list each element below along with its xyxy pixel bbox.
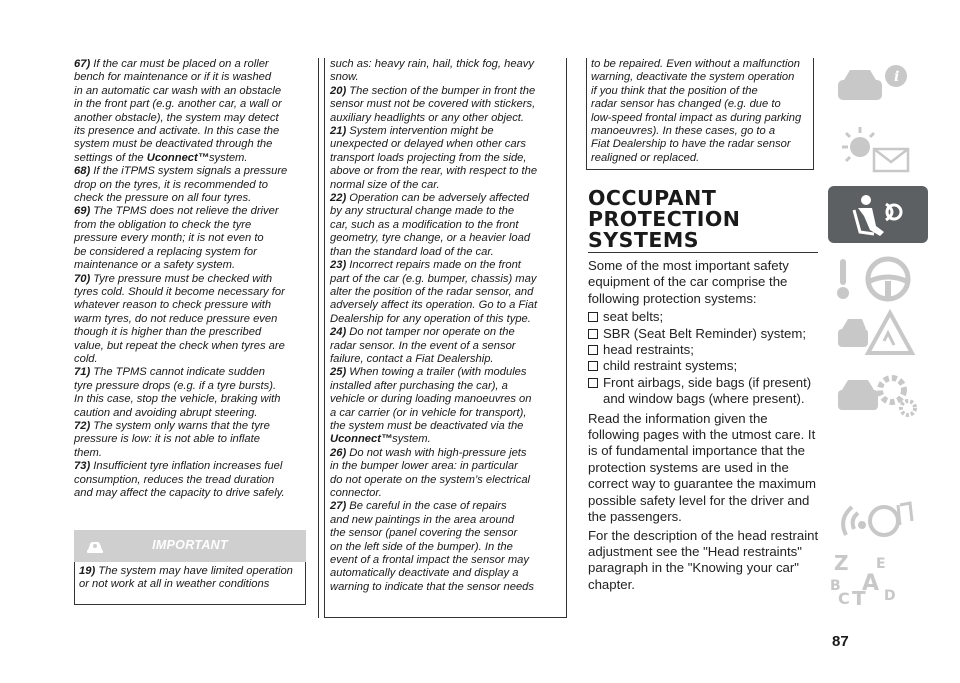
note-number: 22) xyxy=(330,192,347,205)
note-item xyxy=(74,205,306,272)
bullet-text: SBR (Seat Belt Reminder) system; xyxy=(603,325,807,341)
note-line: realigned or replaced. xyxy=(591,151,700,164)
uconnect-brand: Uconnect™ xyxy=(330,433,393,446)
note-line: a car carrier (or in vehicle for transport), xyxy=(330,406,527,419)
list-item xyxy=(588,309,820,325)
note-item xyxy=(74,58,306,165)
note-line: another obstacle), the system may detect xyxy=(74,111,279,124)
note-line: manoeuvres). In these cases, go to a xyxy=(591,125,776,138)
index-letter: B xyxy=(830,578,841,594)
important-header xyxy=(74,530,306,562)
note-line: Operation can be adversely affected xyxy=(349,192,530,205)
tab-emergency[interactable] xyxy=(828,305,928,362)
note-line: if you think that the position of the xyxy=(591,84,758,97)
bullet-text: Front airbags, side bags (if present) and window bags (where present). xyxy=(603,374,812,407)
note-line: to be repaired. Even without a malfunction xyxy=(591,58,800,70)
note-line: System intervention might be xyxy=(349,125,494,138)
note-line: on the left side of the bumper). In the xyxy=(330,540,513,553)
note-line: installed after purchasing the car), a xyxy=(330,379,508,392)
note-line: drop on the tyres, it is recommended to xyxy=(74,178,269,191)
note-line: whatever reason to check pressure with xyxy=(74,299,272,312)
section-title xyxy=(588,188,818,251)
note-number: 19) xyxy=(79,565,96,577)
box-bottom-border xyxy=(324,617,567,618)
tab-multimedia[interactable] xyxy=(828,491,928,548)
note-line: the system must be deactivated via the xyxy=(330,419,524,432)
note-line: them. xyxy=(74,446,102,459)
notes-column-1 xyxy=(74,58,306,500)
tab-safety[interactable] xyxy=(828,186,928,243)
note-line: geometry, tyre change, or a heavier load xyxy=(330,232,531,245)
warning-lights-icon xyxy=(828,121,928,178)
note-number: 24) xyxy=(330,326,347,339)
index-letter: A xyxy=(862,571,880,596)
index-letter: Z xyxy=(834,551,849,575)
body-paragraph: Read the information given the following pages with the utmost care. It is of fundamental importance that the protection systems are used in the correct way to guarantee the maximum possible safety level for the driver and the passengers. xyxy=(588,410,816,525)
note-line: pressure is low: it is not able to inflate xyxy=(74,433,260,446)
note-number: 21) xyxy=(330,125,347,138)
note-line: value, but repeat the check when tyres are xyxy=(74,339,285,352)
note-item xyxy=(330,192,562,259)
important-line-1: or not work at all in weather conditions xyxy=(79,578,270,591)
list-item xyxy=(588,358,820,374)
note-number: 25) xyxy=(330,366,347,379)
note-line: Be careful in the case of repairs xyxy=(349,500,507,513)
checkbox-icon xyxy=(588,345,598,355)
note-item xyxy=(74,273,306,367)
tab-warning-lights[interactable] xyxy=(828,121,928,178)
note-line: alter the position of the radar sensor, and xyxy=(330,285,534,298)
note-line: adversely affect its operation. Go to a Fiat xyxy=(330,299,538,312)
alphabetical-index-icon xyxy=(828,548,928,605)
note-number: 23) xyxy=(330,259,347,272)
bullet-text: child restraint systems; xyxy=(603,358,738,374)
note-line: automatically deactivate and display a xyxy=(330,567,519,580)
note-line: When towing a trailer (with modules xyxy=(349,366,527,379)
uconnect-brand: Uconnect™ xyxy=(146,151,209,164)
bullet-text: seat belts; xyxy=(603,309,664,325)
tab-starting-driving[interactable] xyxy=(828,251,928,308)
note-item xyxy=(330,326,562,366)
index-letter: E xyxy=(876,556,886,572)
multimedia-icon xyxy=(828,491,928,548)
steering-wheel-icon xyxy=(828,251,928,308)
note-line: The TPMS cannot indicate sudden xyxy=(93,366,265,379)
note-number: 71) xyxy=(74,366,91,379)
bullet-list xyxy=(588,309,820,407)
note-item xyxy=(330,85,562,125)
intro-paragraph: Some of the most important safety equipment of the car comprise the following protection systems: xyxy=(588,258,789,306)
svg-text:i: i xyxy=(894,69,900,85)
note-line: car, such as a modification to the front xyxy=(330,218,519,231)
note-line: unexpected or delayed when other cars xyxy=(330,138,526,151)
note-item xyxy=(330,447,562,501)
notes-column-3-box xyxy=(586,58,814,170)
column-divider xyxy=(318,58,319,618)
note-line: though it is higher than the prescribed xyxy=(74,326,262,339)
note-line: The system only warns that the tyre xyxy=(93,419,270,432)
checkbox-icon xyxy=(588,378,598,388)
note-line: and may affect the capacity to drive safely. xyxy=(74,487,285,499)
note-line: auxiliary headlights or any other object. xyxy=(330,111,525,124)
note-line: from the obligation to check the tyre xyxy=(74,218,252,231)
note-item xyxy=(330,259,562,326)
note-line: Dealership for any operation of this type. xyxy=(330,312,531,325)
note-line: tyre pressure drops (e.g. if a tyre bursts). xyxy=(74,379,277,392)
note-line: failure, contact a Fiat Dealership. xyxy=(330,352,494,365)
index-letter: T xyxy=(852,587,866,605)
note-item xyxy=(330,125,562,192)
note-line: warm tyres, do not reduce pressure even xyxy=(74,312,278,325)
note-line: pressure every month; it is not even to xyxy=(74,232,264,245)
body-paragraph: For the description of the head restraint adjustment see the "Head restraints" paragraph in the "Knowing your car" chapter. xyxy=(588,527,819,592)
box-right-border xyxy=(566,58,567,618)
section-body xyxy=(588,258,820,595)
note-line: in the front part (e.g. another car, a wall or xyxy=(74,98,282,111)
note-line: system must be deactivated through the xyxy=(74,138,273,151)
note-line: If the car must be placed on a roller xyxy=(93,58,269,70)
note-line: caution and avoiding abrupt steering. xyxy=(74,406,258,419)
emergency-triangle-icon xyxy=(828,305,928,362)
list-item xyxy=(588,342,820,358)
seat-airbag-icon xyxy=(828,186,928,243)
car-info-icon xyxy=(828,58,928,115)
note-line: Insufficient tyre inflation increases fuel xyxy=(93,460,283,473)
note-number: 20) xyxy=(330,84,347,97)
box-left-border xyxy=(324,58,325,618)
note-line: bench for maintenance or if it is washed xyxy=(74,71,272,84)
checkbox-icon xyxy=(588,329,598,339)
note-line: in an automatic car wash with an obstacle xyxy=(74,84,282,97)
note-line: than the standard load of the car. xyxy=(330,245,494,258)
note-line: Do not wash with high-pressure jets xyxy=(349,446,527,459)
note-line: warning, deactivate the system operation xyxy=(591,71,795,84)
page-number: 87 xyxy=(832,633,849,650)
note-line: radar sensor has changed (e.g. due to xyxy=(591,98,781,111)
note-line: system. xyxy=(208,151,248,164)
note-item xyxy=(74,420,306,460)
index-letter: D xyxy=(884,588,896,604)
important-text xyxy=(74,562,306,605)
note-line: such as: heavy rain, hail, thick fog, heavy xyxy=(330,58,534,70)
note-line: maintenance or a safety system. xyxy=(74,259,236,272)
tab-car-info[interactable] xyxy=(828,58,928,115)
note-line: by any structural change made to the xyxy=(330,205,515,218)
note-line: in the bumper lower area: in particular xyxy=(330,460,518,473)
note-line: cold. xyxy=(74,352,98,365)
important-line-0: The system may have limited operation xyxy=(98,565,293,577)
title-line: PROTECTION xyxy=(588,207,741,231)
note-line: consumption, reduces the tread duration xyxy=(74,473,275,486)
note-number: 27) xyxy=(330,500,347,513)
note-line: sensor must not be covered with stickers, xyxy=(330,98,536,111)
note-line: radar sensor. In the event of a sensor xyxy=(330,339,516,352)
checkbox-icon xyxy=(588,312,598,322)
note-item xyxy=(330,366,562,446)
title-rule xyxy=(588,252,818,253)
note-line: the sensor (panel covering the sensor xyxy=(330,527,518,540)
note-item xyxy=(74,460,306,500)
note-line: vehicle or during loading manoeuvres on xyxy=(330,393,532,406)
note-number: 67) xyxy=(74,58,91,70)
note-number: 69) xyxy=(74,205,91,218)
note-item xyxy=(330,500,562,594)
note-line: above or from the rear, with respect to the xyxy=(330,165,538,178)
note-line: normal size of the car. xyxy=(330,178,440,191)
note-line: system. xyxy=(392,433,431,446)
note-line: If the iTPMS system signals a pressure xyxy=(93,165,288,178)
bullet-text: head restraints; xyxy=(603,342,694,358)
note-number: 73) xyxy=(74,460,91,473)
note-line: settings of the xyxy=(74,151,147,164)
tab-alphabetical-index[interactable] xyxy=(828,548,928,605)
note-line: The TPMS does not relieve the driver xyxy=(93,205,279,218)
note-number: 72) xyxy=(74,419,91,432)
note-line: low-speed frontal impact as during parking xyxy=(591,111,802,124)
tab-servicing[interactable] xyxy=(828,368,928,425)
note-line: Incorrect repairs made on the front xyxy=(349,259,521,272)
note-item xyxy=(330,58,562,85)
checkbox-icon xyxy=(588,361,598,371)
note-item xyxy=(74,165,306,205)
note-line: its presence and activate. In this case the xyxy=(74,125,280,138)
title-line: SYSTEMS xyxy=(588,228,700,252)
list-item xyxy=(588,326,820,342)
notes-column-2 xyxy=(330,58,562,594)
note-line: event of a frontal impact the sensor may xyxy=(330,554,529,567)
note-line: In this case, stop the vehicle, braking with xyxy=(74,393,281,406)
note-number: 70) xyxy=(74,272,91,285)
note-line: warning to indicate that the sensor needs xyxy=(330,580,534,593)
list-item xyxy=(588,375,820,408)
title-line: OCCUPANT xyxy=(588,186,717,210)
note-line: Do not tamper nor operate on the xyxy=(349,326,515,339)
note-line: and new paintings in the area around xyxy=(330,513,515,526)
note-line: be considered a replacing system for xyxy=(74,245,257,258)
note-line: The section of the bumper in front the xyxy=(349,84,536,97)
note-line: check the pressure on all four tyres. xyxy=(74,192,252,205)
note-line: Tyre pressure must be checked with xyxy=(93,272,273,285)
index-letter: C xyxy=(838,589,850,605)
note-line: do not operate on the system’s electrical xyxy=(330,473,531,486)
important-label: IMPORTANT xyxy=(152,538,228,552)
note-item xyxy=(74,366,306,420)
car-maintenance-icon xyxy=(828,368,928,425)
note-number: 26) xyxy=(330,446,347,459)
note-line: connector. xyxy=(330,487,382,499)
note-line: part of the car (e.g. bumper, chassis) may xyxy=(330,272,537,285)
note-line: snow. xyxy=(330,71,359,84)
note-line: transport loads projecting from the side, xyxy=(330,151,527,164)
note-line: tyres cold. Should it become necessary for xyxy=(74,285,285,298)
note-number: 68) xyxy=(74,165,91,178)
note-line: Fiat Dealership to have the radar sensor xyxy=(591,138,791,151)
important-box xyxy=(74,530,306,605)
